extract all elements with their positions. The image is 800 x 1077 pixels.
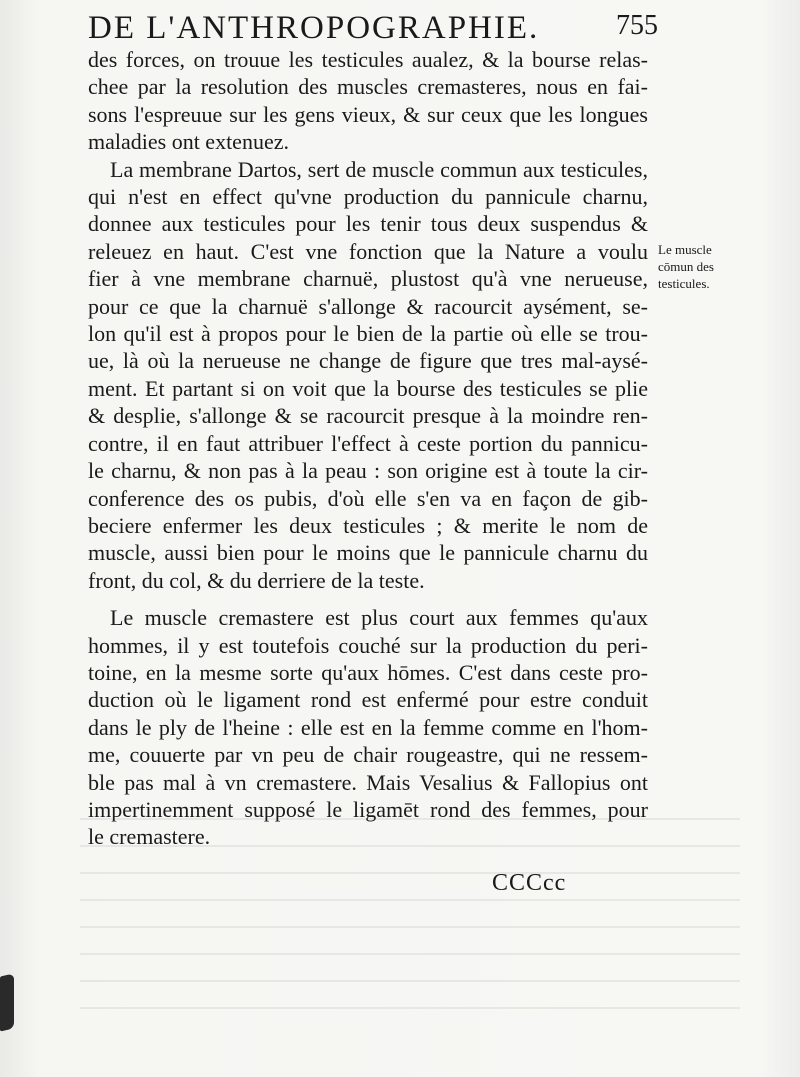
marginal-note-line: cōmun des: [658, 259, 714, 274]
text-line: La membrane Dartos, sert de muscle commun aux testicules,: [110, 156, 648, 182]
text-line: lon qu'il est à propos pour le bien de la partie où elle se trou-: [88, 321, 648, 347]
text-line: maladies ont extenuez.: [88, 129, 289, 155]
text-line: duction où le ligament rond est enfermé pour estre conduit: [88, 687, 648, 713]
marginal-note-line: testicules.: [658, 276, 710, 291]
text-line: releuez en haut. C'est vne fonction que la Nature a voulu: [88, 238, 648, 264]
text-line: contre, il en faut attribuer l'effect à ceste portion du pannicu-: [88, 430, 648, 456]
text-line: dans le ply de l'heine : elle est en la femme comme en l'hom-: [88, 714, 648, 740]
text-line: ment. Et partant si on voit que la bourse des testicules se plie: [88, 375, 648, 401]
text-line: des forces, on trouue les testicules aualez, & la bourse relas-: [88, 47, 648, 72]
main-text-block: [88, 46, 648, 851]
text-line: donnee aux testicules pour les tenir tous deux suspendus &: [88, 211, 648, 237]
text-line: qui n'est en effect qu'vne production du pannicule charnu,: [88, 184, 648, 210]
text-line: le charnu, & non pas à la peau : son origine est à toute la cir-: [88, 458, 648, 484]
text-line: le cremastere.: [88, 824, 211, 850]
marginal-note: [658, 241, 768, 292]
paragraph-gap: [88, 594, 648, 604]
text-line: fier à vne membrane charnuë, plustost qu'à vne nerueuse,: [88, 266, 648, 292]
text-line: front, du col, & du derriere de la teste.: [88, 567, 425, 593]
paragraph: [88, 156, 648, 595]
running-header: [88, 10, 658, 47]
text-line: ue, là où la nerueuse ne change de figure que tres mal-aysé-: [88, 348, 648, 374]
text-line: hommes, il y est toutefois couché sur la production du peri-: [88, 632, 648, 658]
text-line: toine, en la mesme sorte qu'aux hōmes. C'est dans ceste pro-: [88, 659, 648, 685]
page-edge-mark: [0, 974, 14, 1032]
text-line: muscle, aussi bien pour le moins que le pannicule charnu du: [88, 540, 648, 566]
text-line: beciere enfermer les deux testicules ; & merite le nom de: [88, 512, 648, 538]
text-line: ble pas mal à vn cremastere. Mais Vesalius & Fallopius ont: [88, 769, 648, 795]
text-line: me, couuerte par vn peu de chair rougeastre, qui ne ressem-: [88, 742, 648, 768]
text-line: sons l'espreuue sur les gens vieux, & sur ceux que les longues: [88, 101, 648, 127]
text-line: & desplie, s'allonge & se racourcit presque à la moindre ren-: [88, 403, 648, 429]
show-through-texture: [80, 800, 740, 1030]
text-line: Le muscle cremastere est plus court aux femmes qu'aux: [110, 605, 648, 631]
signature-mark: CCCcc: [492, 870, 567, 896]
text-line: impertinemment supposé le ligamēt rond des femmes, pour: [88, 796, 648, 822]
text-line: conference des os pubis, d'où elle s'en va en façon de gib-: [88, 485, 648, 511]
paragraph: [88, 46, 648, 156]
marginal-note-line: Le muscle: [658, 242, 712, 257]
text-line: chee par la resolution des muscles cremasteres, nous en fai-: [88, 74, 648, 100]
page-number: 755: [616, 10, 658, 41]
text-line: pour ce que la charnuë s'allonge & racourcit aysément, se-: [88, 293, 648, 319]
running-title: DE L'ANTHROPOGRAPHIE.: [88, 10, 540, 46]
